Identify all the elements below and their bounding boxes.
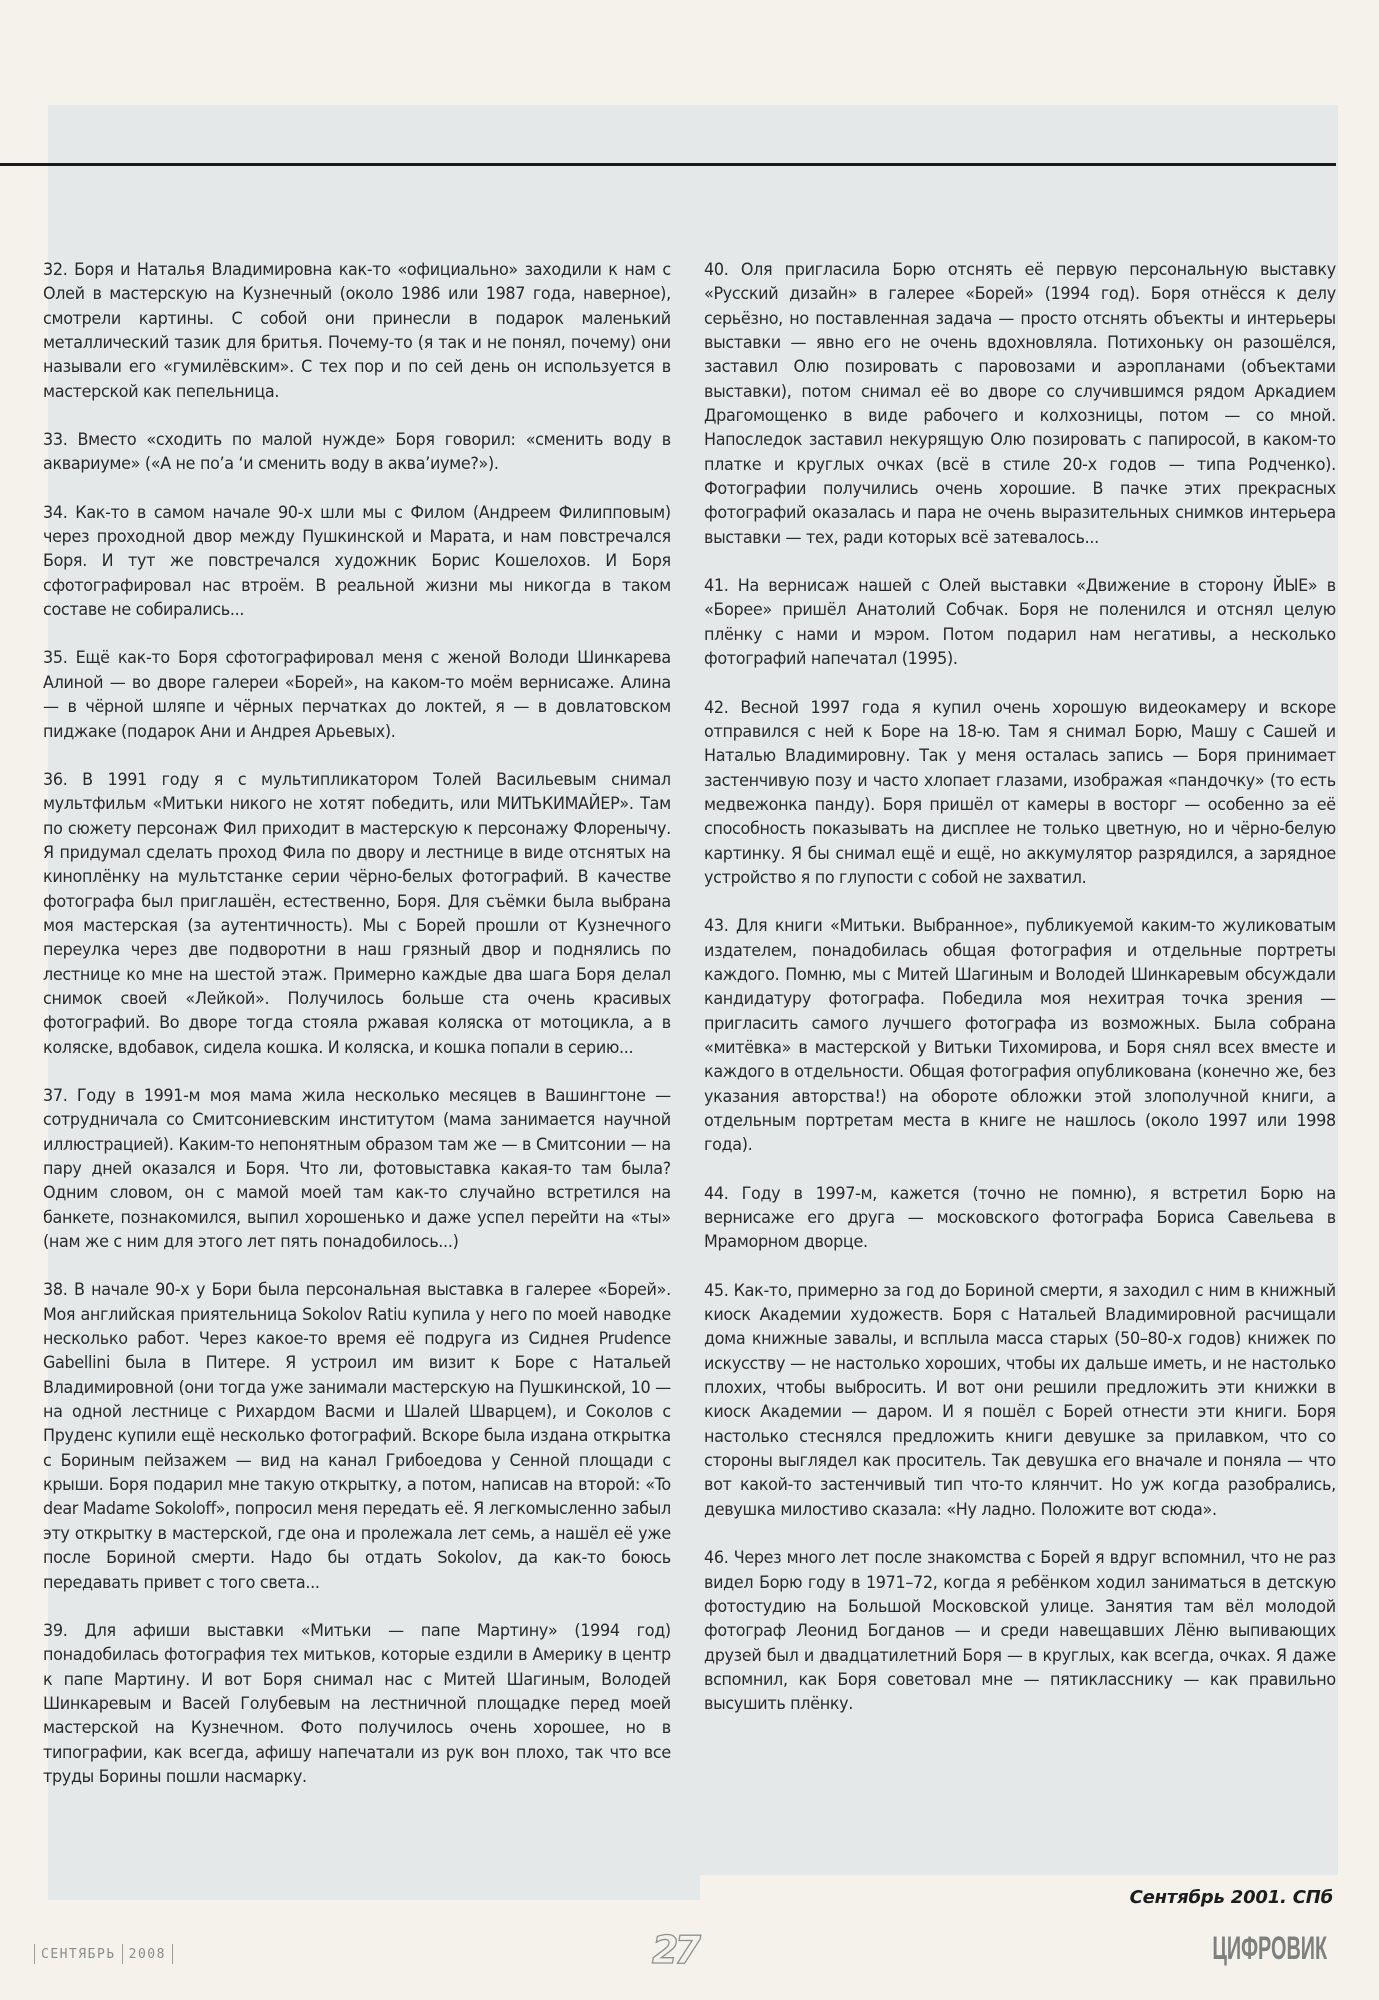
footer-divider <box>34 1944 35 1964</box>
paragraph-37: 37. Году в 1991-м моя мама жила несколько месяцев в Вашингтоне — сотрудничала со Смитсониевским институтом (мама занимается научной иллюстрацией). Каким-то непонятным образом там же — в Смитсонии — на пару дней оказался и Боря. Что ли, фотовыставка какая-то там была? Одним словом, он с мамой моей там как-то случайно встретился на банкете, познакомился, выпил хорошенько и даже успел перейти на «ты» (нам же с ним для этого лет пять понадобилось...) <box>43 1085 671 1253</box>
footer-issue-date <box>34 1944 173 1964</box>
paragraph-35: 35. Ещё как-то Боря сфотографировал меня с женой Володи Шинкарева Алиной — во дворе галереи «Борей», на каком-то моём вернисаже. Алина — в чёрной шляпе и чёрных перчатках до локтей, я — в довлатовском пиджаке (подарок Ани и Андрея Арьевых). <box>43 648 671 742</box>
paragraph-46: 46. Через много лет после знакомства с Борей я вдруг вспомнил, что не раз видел Борю году в 1971–72, когда я ребёнком ходил заниматься в детскую фотостудию на Большой Московской улице. Занятия там вёл молодой фотограф Леонид Богданов — и среди навещавших Лёню выпивающих друзей был и двадцатилетний Боря — в круглых, как всегда, очках. Я даже вспомнил, как Боря советовал мне — пятикласснику — как правильно высушить плёнку. <box>704 1548 1336 1715</box>
footer-divider <box>172 1944 173 1964</box>
paragraph-32: 32. Боря и Наталья Владимировна как-то «официально» заходили к нам с Олей в мастерскую на Кузнечный (около 1986 или 1987 года, наверное), смотрели картины. С собой они принесли в подарок маленький металлический тазик для бритья. Почему-то (я так и не понял, почему) они называли его «гумилёвским». С тех пор и по сей день он используется в мастерской как пепельница. <box>43 260 671 402</box>
footer-month: СЕНТЯБРЬ <box>41 1946 116 1962</box>
paragraph-33: 33. Вместо «сходить по малой нужде» Боря говорил: «сменить воду в аквариуме» («А не по’а ‘и сменить воду в аква’иуме?»). <box>43 430 671 475</box>
paragraph-36: 36. В 1991 году я с мультипликатором Толей Васильевым снимал мультфильм «Митьки никого не хотят победить, или МИТЬКИМАЙЕР». Там по сюжету персонаж Фил приходит в мастерскую к персонажу Флоренычу. Я придумал сделать проход Фила по двору и лестнице в виде отснятых на киноплёнку на мультстанке серии чёрно-белых фотографий. В качестве фотографа был приглашён, естественно, Боря. Для съёмки была выбрана моя мастерская (за аутентичность). Мы с Борей прошли от Кузнечного переулка через две подворотни в наш грязный двор и поднялись по лестнице ко мне на шестой этаж. Примерно каждые два шага Боря делал снимок своей «Лейкой». Получилось больше ста очень красивых фотографий. Во дворе тогда стояла ржавая коляска от мотоцикла, а в коляске, вдобавок, сидела кошка. И коляска, и кошка попали в серию... <box>43 769 671 1058</box>
paragraph-43: 43. Для книги «Митьки. Выбранное», публикуемой каким-то жуликоватым издателем, понадобилась общая фотография и отдельные портреты каждого. Помню, мы с Митей Шагиным и Володей Шинкаревым обсуждали кандидатуру фотографа. Победила моя нехитрая точка зрения — пригласить самого лучшего фотографа из возможных. Была собрана «митёвка» в мастерской у Витьки Тихомирова, и Боря снял всех вместе и каждого в отдельности. Общая фотография опубликована (конечно же, без указания авторства!) на обороте обложки этой злополучной книги, а отдельным портретам места в книге не нашлось (около 1997 или 1998 года). <box>704 916 1336 1156</box>
article-signature: Сентябрь 2001. СПб <box>1129 1887 1333 1908</box>
paragraph-34: 34. Как-то в самом начале 90-х шли мы с Филом (Андреем Филипповым) через проходной двор между Пушкинской и Марата, и нам повстречался Боря. И тут же повстречался художник Борис Кошелохов. И Боря сфотографировал нас втроём. В реальной жизни мы никогда в таком составе не собирались... <box>43 502 671 621</box>
paragraph-42: 42. Весной 1997 года я купил очень хорошую видеокамеру и вскоре отправился с ней к Боре на 18-ю. Там я снимал Борю, Машу с Сашей и Наталью Владимировну. Так у меня осталась запись — Боря принимает застенчивую позу и часто хлопает глазами, изображая «пандочку» (то есть медвежонка панду). Боря пришёл от камеры в восторг — особенно за её способность показывать на дисплее не только цветную, но и чёрно-белую картинку. Я бы снимал ещё и ещё, но аккумулятор разрядился, а зарядное устройство я по глупости с собой не захватил. <box>704 697 1336 888</box>
right-column <box>704 258 1336 1741</box>
paragraph-40: 40. Оля пригласила Борю отснять её первую персональную выставку «Русский дизайн» в галерее «Борей» (1994 год). Боря отнёсся к делу серьёзно, но поставленная задача — просто отснять объекты и интерьеры выставки — явно его не очень вдохновляла. Потихоньку он разошёлся, заставил Олю позировать с паровозами и аэропланами (объектами выставки), потом снимал её во дворе со случившимся рядом Аркадием Драгомощенко в виде рабочего и колхозницы, потом — со мной. Напоследок заставил некурящую Олю позировать с папиросой, в каком-то платке и круглых очках (всё в стиле 20-х годов — типа Родченко). Фотографии получились очень хорошие. В пачке этих прекрасных фотографий оказалась и пара не очень выразительных снимков интерьера выставки — тех, ради которых всё затевалось... <box>704 260 1336 548</box>
footer-year: 2008 <box>128 1946 166 1962</box>
header-rule <box>0 163 1336 166</box>
page-number: 27 <box>652 1928 697 1972</box>
magazine-logo: ЦИФРОВИК <box>1212 1930 1327 1966</box>
paragraph-45: 45. Как-то, примерно за год до Бориной смерти, я заходил с ним в книжный киоск Академии художеств. Боря с Натальей Владимировной расчищали дома книжные завалы, и всплыла масса старых (50–80-х годов) книжек по искусству — не настолько хороших, чтобы их дальше иметь, и не настолько плохих, чтобы выбросить. И вот они решили предложить эти книжки в киоск Академии — даром. И я пошёл с Борей отнести эти книги. Боря настолько стеснялся предложить книги девушке за прилавком, что со стороны выглядел как проситель. Так девушка его вначале и поняла — что вот какой-то застенчивый тип что-то клянчит. Но уж когда разобрались, девушка милостиво сказала: «Ну ладно. Положите вот сюда». <box>704 1280 1336 1520</box>
paragraph-38: 38. В начале 90-х у Бори была персональная выставка в галерее «Борей». Моя английская приятельница Sokolov Ratiu купила у него по моей наводке несколько работ. Через какое-то время её подруга из Сиднея Prudence Gabellini была в Питере. Я устроил им визит к Боре с Натальей Владимировной (они тогда уже занимали мастерскую на Пушкинской, 10 — на одной лестнице с Рихардом Васми и Шалей Шварцем), и Соколов с Пруденс купили ещё несколько фотографий. Вскоре была издана открытка с Бориным пейзажем — вид на канал Грибоедова у Сенной площади с крыши. Боря подарил мне такую открытку, а потом, написав на второй: «To dear Madame Sokoloff», попросил меня передать её. Я легкомысленно забыл эту открытку в мастерской, где она и пролежала лет семь, а нашёл её уже после Бориной смерти. Надо бы отдать Sokolov, да как-то боюсь передавать привет с того света... <box>43 1280 671 1593</box>
paragraph-41: 41. На вернисаж нашей с Олей выставки «Движение в сторону ЙЫЕ» в «Борее» пришёл Анатолий Собчак. Боря не поленился и отснял целую плёнку с нами и мэром. Потом подарил нам негативы, а несколько фотографий напечатал (1995). <box>704 576 1336 670</box>
paragraph-44: 44. Году в 1997-м, кажется (точно не помню), я встретил Борю на вернисаже его друга — московского фотографа Бориса Савельева в Мраморном дворце. <box>704 1183 1336 1253</box>
footer-divider <box>122 1944 123 1964</box>
paragraph-39: 39. Для афиши выставки «Митьки — папе Мартину» (1994 год) понадобилась фотография тех митьков, которые ездили в Америку в центр к папе Мартину. И вот Боря снимал нас с Митей Шагиным, Володей Шинкаревым и Васей Голубевым на лестничной площадке перед моей мастерской на Кузнечном. Фото получилось очень хорошее, но в типографии, как всегда, афишу напечатали из рук вон плохо, так что все труды Борины пошли насмарку. <box>43 1620 671 1787</box>
left-column <box>43 258 671 1813</box>
